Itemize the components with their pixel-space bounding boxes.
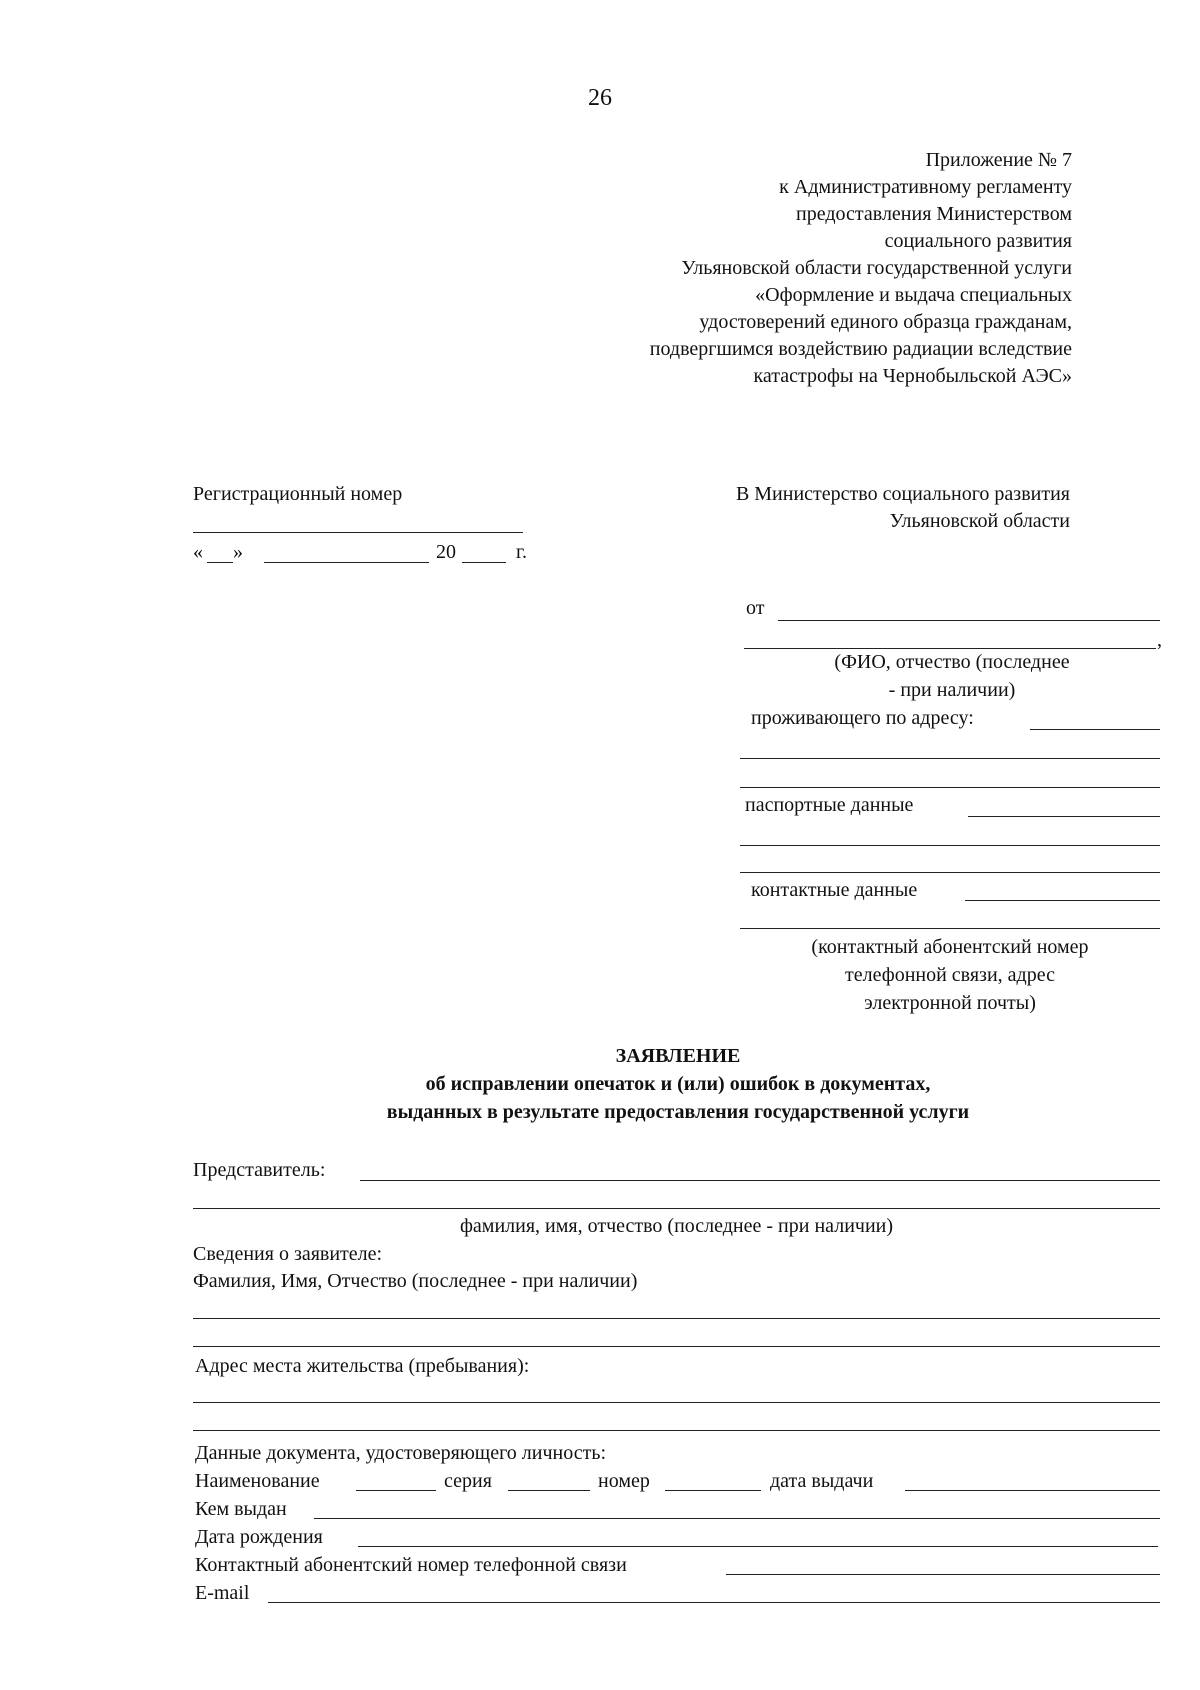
residence-label: Адрес места жительства (пребывания): <box>195 1355 530 1377</box>
address-label: проживающего по адресу: <box>751 707 974 729</box>
birth-date-field[interactable] <box>358 1546 1158 1547</box>
number-field[interactable] <box>665 1490 761 1491</box>
date-close-quote: » <box>233 541 243 563</box>
residence-field-line2[interactable] <box>193 1430 1160 1431</box>
passport-label: паспортные данные <box>745 794 914 816</box>
email-field[interactable] <box>268 1602 1160 1603</box>
year-field[interactable] <box>462 562 506 563</box>
appendix-line: «Оформление и выдача специальных <box>755 284 1072 306</box>
address-field-line2[interactable] <box>740 758 1160 759</box>
representative-field[interactable] <box>360 1180 1160 1181</box>
registration-number-field[interactable] <box>193 532 523 533</box>
residence-field[interactable] <box>193 1402 1160 1403</box>
series-field[interactable] <box>508 1490 590 1491</box>
page-number: 26 <box>588 85 612 111</box>
from-field[interactable] <box>778 620 1160 621</box>
fio-hint: (ФИО, отчество (последнее <box>834 651 1070 673</box>
address-field[interactable] <box>1030 729 1160 730</box>
fio-field[interactable] <box>193 1318 1160 1319</box>
birth-date-label: Дата рождения <box>195 1526 323 1548</box>
applicant-info-heading: Сведения о заявителе: <box>193 1243 383 1265</box>
issued-by-label: Кем выдан <box>195 1498 287 1520</box>
contact-hint: (контактный абонентский номер <box>811 936 1089 958</box>
appendix-line: к Административному регламенту <box>779 176 1072 198</box>
contact-hint: телефонной связи, адрес <box>845 964 1055 986</box>
phone-field[interactable] <box>726 1574 1160 1575</box>
month-field[interactable] <box>264 562 429 563</box>
issued-by-field[interactable] <box>314 1518 1160 1519</box>
phone-label: Контактный абонентский номер телефонной связи <box>195 1554 627 1576</box>
contact-field[interactable] <box>965 900 1160 901</box>
document-subtitle: об исправлении опечаток и (или) ошибок в документах, <box>425 1073 931 1095</box>
document-subtitle: выданных в результате предоставления государственной услуги <box>386 1101 970 1123</box>
email-label: E-mail <box>195 1582 250 1604</box>
appendix-line: социального развития <box>884 230 1072 252</box>
representative-hint: фамилия, имя, отчество (последнее - при наличии) <box>459 1215 894 1237</box>
series-label: серия <box>444 1470 492 1492</box>
contact-hint: электронной почты) <box>864 992 1036 1014</box>
day-field[interactable] <box>207 562 233 563</box>
contact-field-line2[interactable] <box>740 928 1160 929</box>
representative-label: Представитель: <box>193 1159 326 1181</box>
contact-label: контактные данные <box>751 879 918 901</box>
year-prefix: 20 <box>436 541 456 563</box>
passport-field-line2[interactable] <box>740 845 1160 846</box>
issue-date-field[interactable] <box>905 1490 1160 1491</box>
issue-date-label: дата выдачи <box>770 1470 874 1492</box>
representative-field-line2[interactable] <box>193 1208 1160 1209</box>
appendix-line: катастрофы на Чернобыльской АЭС» <box>753 365 1072 387</box>
addressee-line: Ульяновской области <box>889 510 1070 532</box>
address-field-line3[interactable] <box>740 787 1160 788</box>
from-field-line2[interactable] <box>744 648 1156 649</box>
appendix-line: удостоверений единого образца гражданам, <box>699 311 1072 333</box>
registration-label: Регистрационный номер <box>193 483 403 505</box>
year-suffix: г. <box>516 541 527 563</box>
appendix-line: подвергшимся воздействию радиации вследствие <box>649 338 1072 360</box>
fio-label: Фамилия, Имя, Отчество (последнее - при наличии) <box>193 1270 638 1292</box>
document-title: ЗАЯВЛЕНИЕ <box>615 1045 741 1067</box>
from-label: от <box>746 597 765 619</box>
comma: , <box>1157 629 1162 651</box>
passport-field-line3[interactable] <box>740 872 1160 873</box>
appendix-line: предоставления Министерством <box>796 203 1072 225</box>
addressee-line: В Министерство социального развития <box>735 483 1070 505</box>
id-doc-heading: Данные документа, удостоверяющего личность: <box>195 1442 607 1464</box>
date-open-quote: « <box>193 541 203 563</box>
passport-field[interactable] <box>968 816 1160 817</box>
doc-name-field[interactable] <box>356 1490 436 1491</box>
number-label: номер <box>598 1470 650 1492</box>
appendix-line: Ульяновской области государственной услуги <box>681 257 1072 279</box>
fio-hint: - при наличии) <box>888 679 1016 701</box>
doc-name-label: Наименование <box>195 1470 320 1492</box>
appendix-line: Приложение № 7 <box>925 149 1072 171</box>
fio-field-line2[interactable] <box>193 1346 1160 1347</box>
